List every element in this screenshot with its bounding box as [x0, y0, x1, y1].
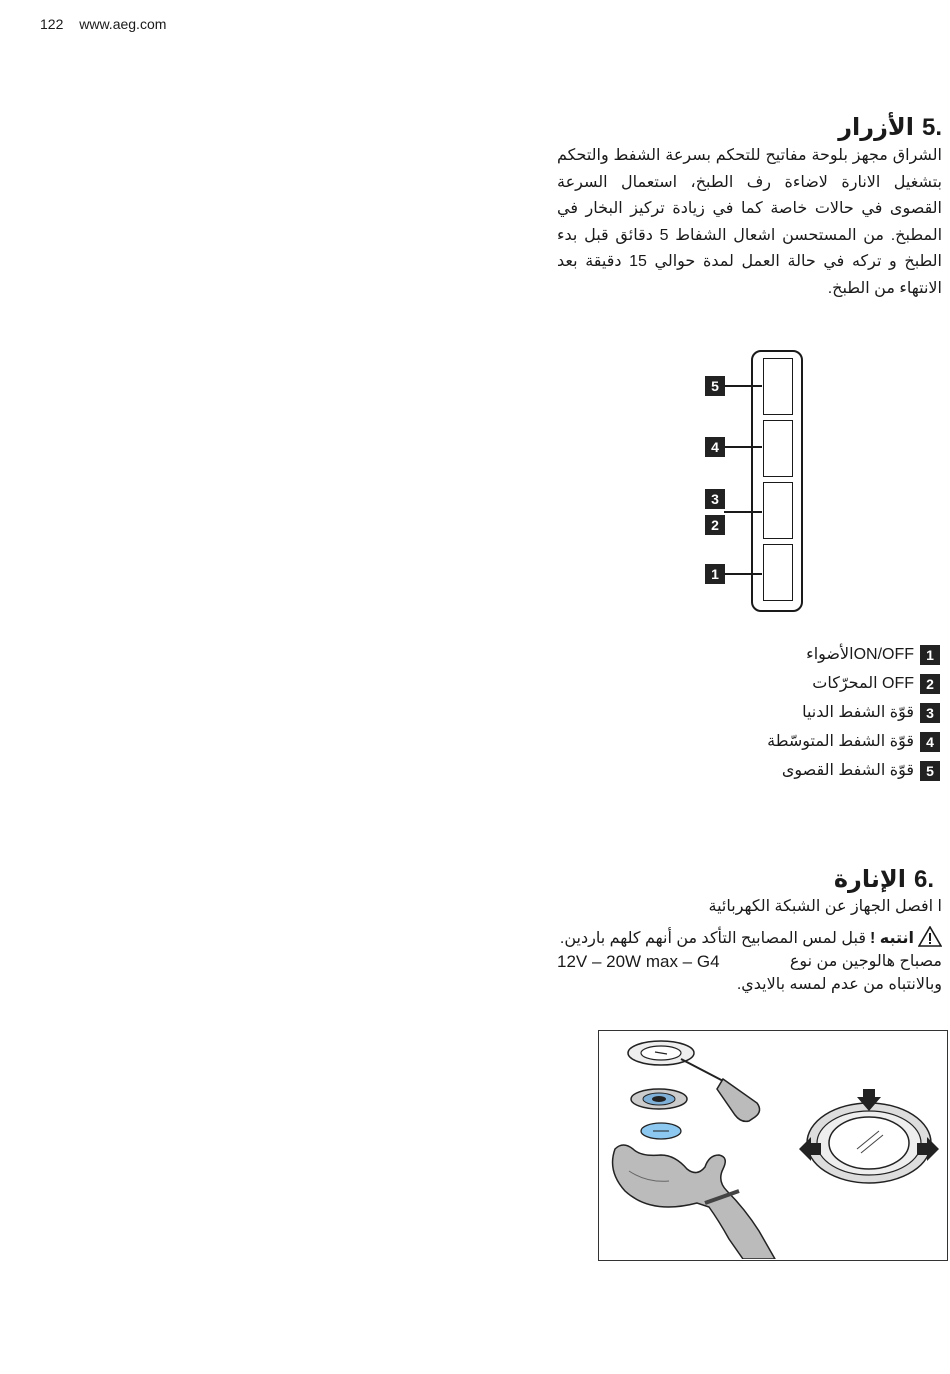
lamp-replacement-figure [598, 1030, 948, 1261]
buttons-legend [767, 640, 940, 785]
leader-line-5 [724, 385, 762, 387]
callout-4: 4 [705, 437, 725, 457]
no-touch-text: وبالانتباه من عدم لمسه بالايدي. [736, 976, 942, 993]
warning-label: انتبه ! [869, 930, 914, 947]
legend-text: ON/OFFالأضواء [806, 645, 914, 663]
section-6-heading [557, 865, 942, 895]
lamp-spec-line [557, 950, 942, 973]
page-header [40, 16, 178, 32]
legend-text: OFF المحرّكات [812, 674, 914, 692]
website-link[interactable]: www.aeg.com [79, 16, 167, 32]
warning-triangle-icon [918, 926, 942, 947]
lamp-spec: 12V – 20W max – G4 [557, 952, 720, 971]
section-lighting [557, 865, 942, 996]
panel-button-5 [763, 358, 793, 415]
callout-1: 1 [705, 564, 725, 584]
gloved-hand-icon [613, 1145, 775, 1259]
legend-badge: 1 [920, 645, 940, 665]
page-number: 122 [40, 16, 64, 32]
legend-badge: 5 [920, 761, 940, 781]
legend-text: قوّة الشفط الدنيا [802, 703, 914, 721]
panel-button-1 [763, 544, 793, 601]
panel-button-3-2 [763, 482, 793, 539]
legend-text: قوّة الشفط القصوى [781, 761, 914, 779]
section-5-heading [557, 113, 942, 143]
callout-5: 5 [705, 376, 725, 396]
callout-2: 2 [705, 515, 725, 535]
section-5-paragraph: الشراق مجهز بلوحة مفاتيح للتحكم بسرعة الشفط والتحكم بتشغيل الانارة لاضاءة رف الطبخ، استعمال السرعة القصوى في حالات خاصة كما في زيادة تركيز البخار في المطبخ. من المستحسن اشعال الشفاط 5 دقائق قبل بدء الطبخ و تركه في حالة العمل لمدة حوالي 15 دقيقة بعد الانتهاء من الطبخ. [557, 147, 943, 297]
callout-3: 3 [705, 489, 725, 509]
leader-line-1 [724, 573, 762, 575]
legend-badge: 3 [920, 703, 940, 723]
screwdriver-icon [681, 1059, 760, 1121]
halogen-bulb-icon [641, 1123, 681, 1139]
legend-item [767, 640, 940, 669]
warning-line [557, 926, 942, 950]
lamp-holder-icon [631, 1089, 687, 1109]
legend-badge: 4 [920, 732, 940, 752]
legend-item [767, 698, 940, 727]
lamp-replacement-illustration [599, 1031, 946, 1259]
lamp-text: مصباح هالوجين من نوع [789, 953, 942, 970]
section-5-number: 5. [921, 114, 942, 141]
section-6-number: 6. [913, 866, 934, 893]
legend-badge: 2 [920, 674, 940, 694]
leader-line-4 [724, 446, 762, 448]
legend-text: قوّة الشفط المتوسّطة [767, 732, 914, 750]
warning-text: قبل لمس المصابيح التأكد من أنهم كلهم باردين. [559, 930, 866, 947]
leader-line-3-2 [724, 511, 762, 513]
legend-item [767, 756, 940, 785]
panel-button-4 [763, 420, 793, 477]
section-6-title: الإنارة [833, 866, 906, 893]
disconnect-text: ا افصل الجهاز عن الشبكة الكهربائية [708, 898, 942, 915]
section-buttons [557, 113, 942, 302]
round-lamp-icon [807, 1103, 931, 1183]
legend-item [767, 669, 940, 698]
legend-item [767, 727, 940, 756]
section-5-title: الأزرار [838, 114, 914, 141]
